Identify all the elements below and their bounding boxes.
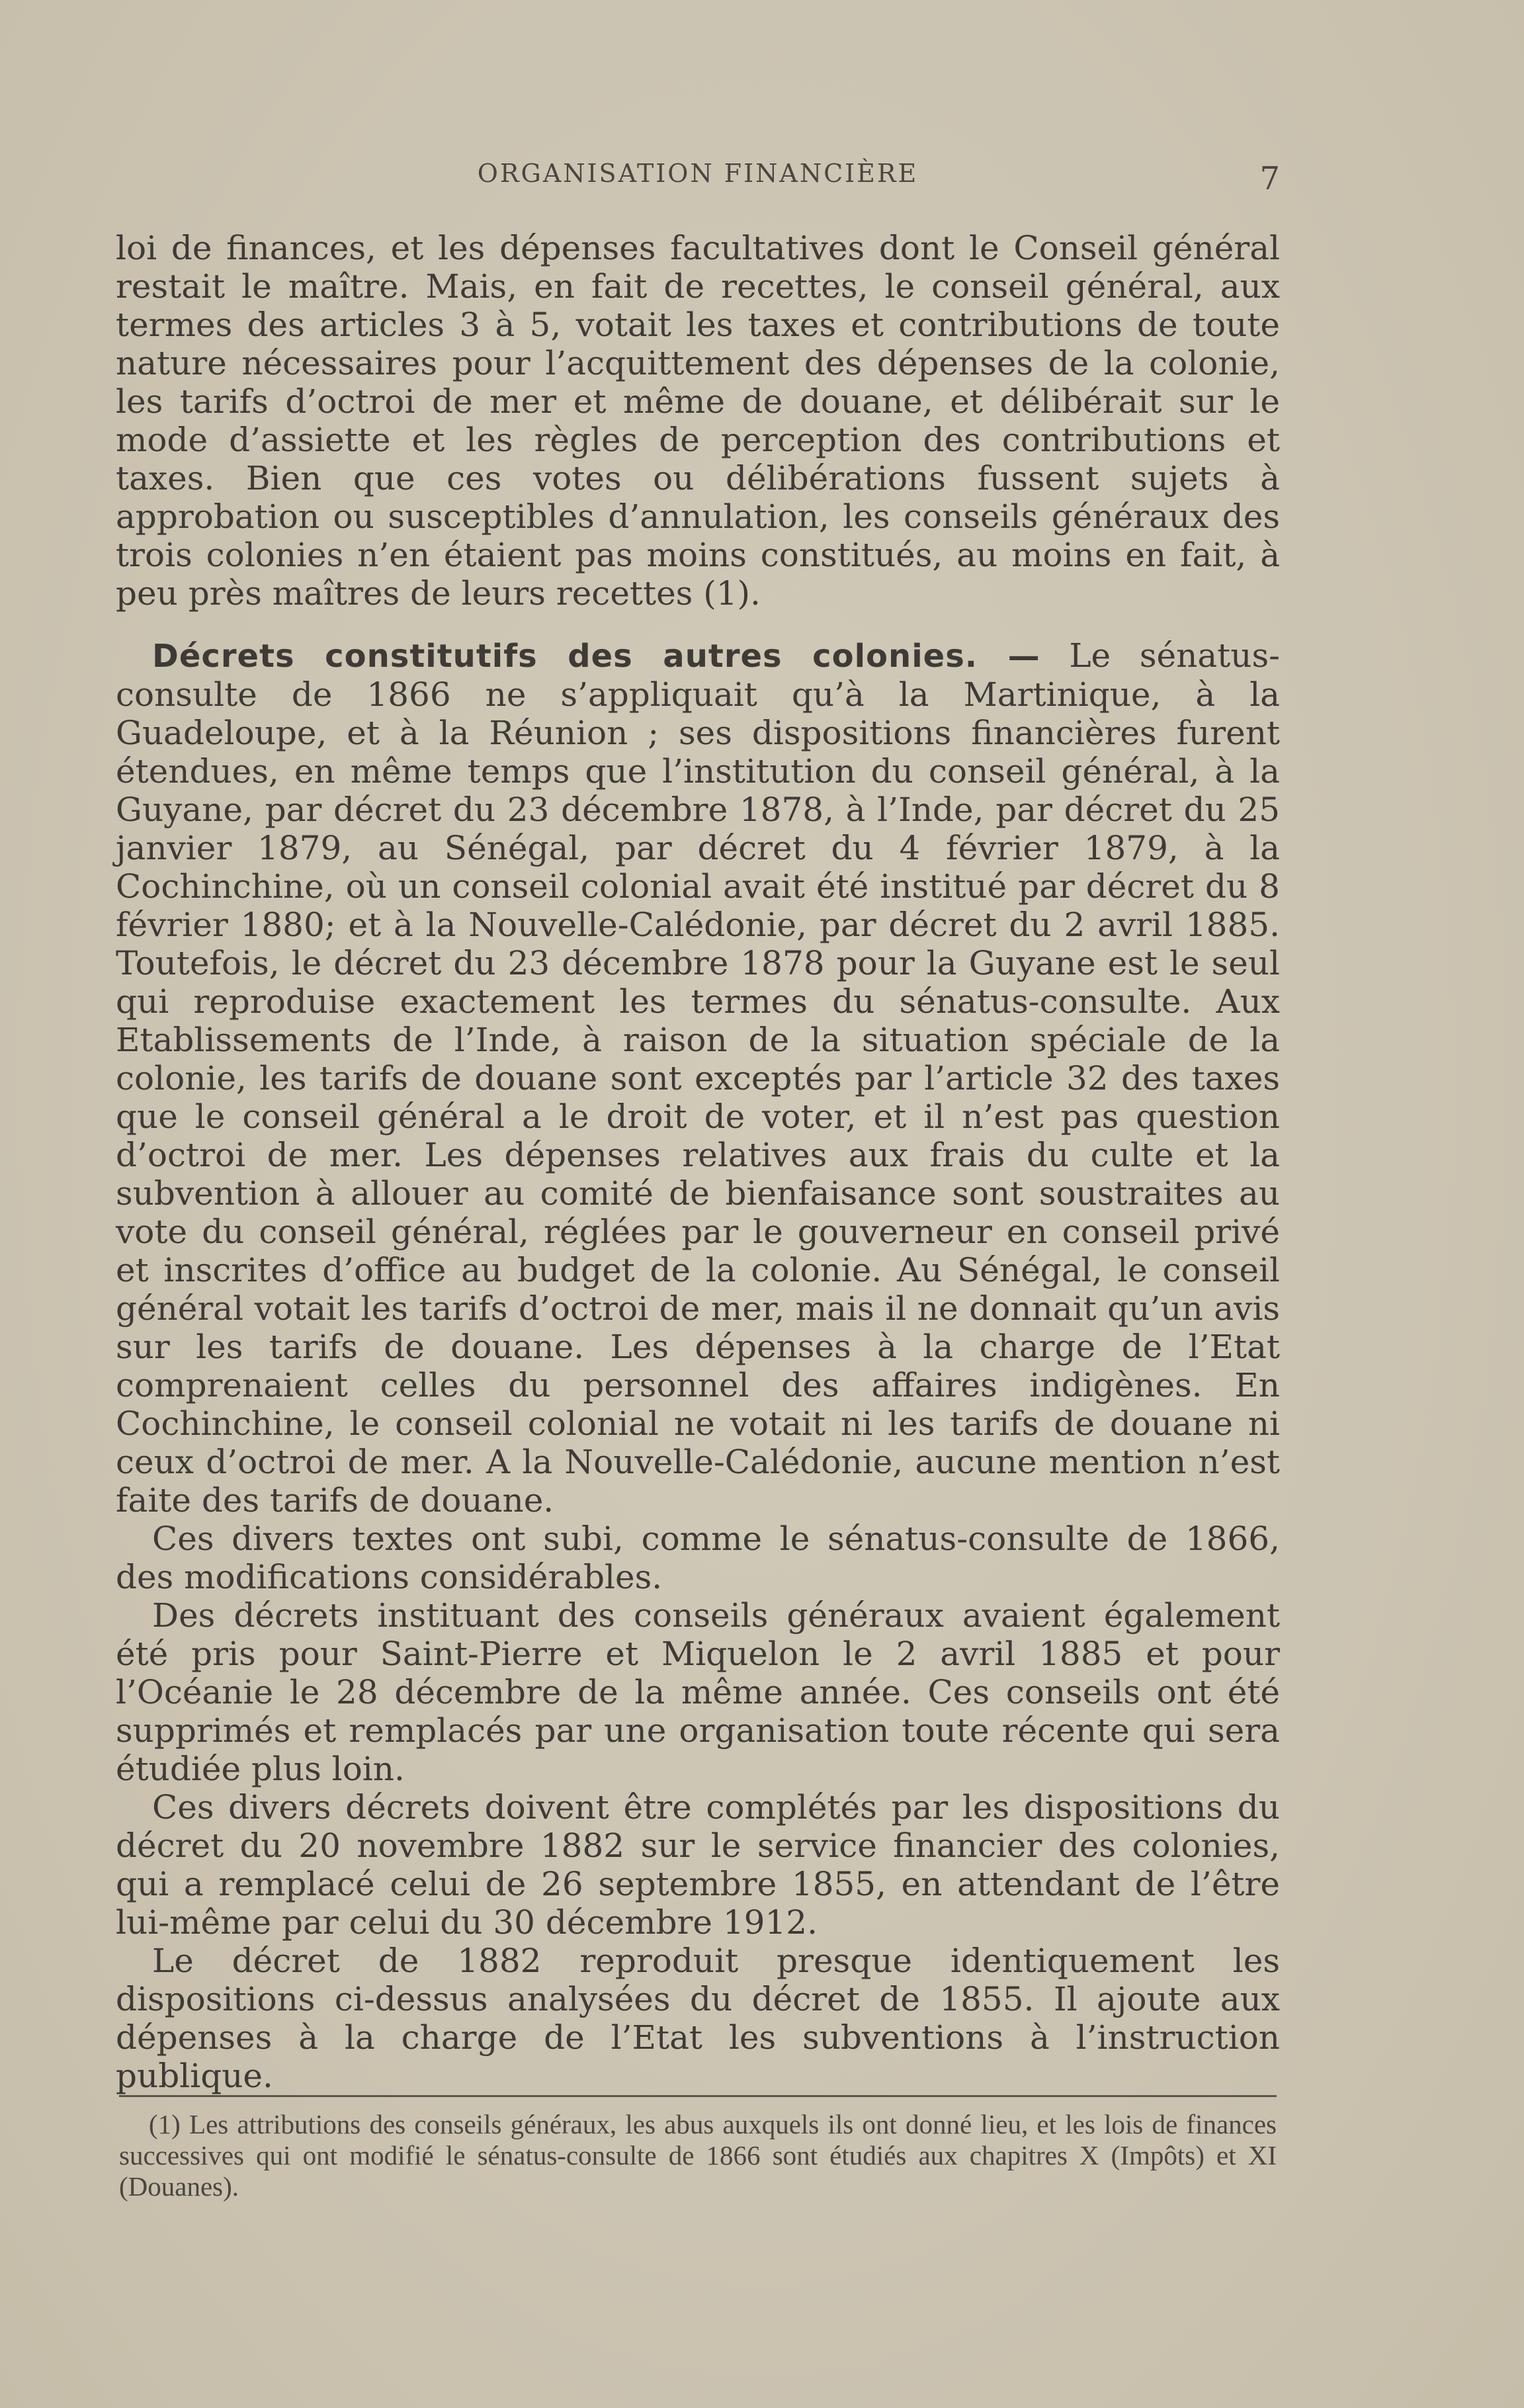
paragraph-decrets-text: Le sénatus-consulte de 1866 ne s’appliquait qu’à la Martinique, à la Guadeloupe, et à la Réunion ; ses dispositions financières furent étendues, en même temps que l’institution du conseil général, à la Guyane, par décret du 23 décembre 1878, à l’Inde, par décret du 25 janvier 1879, au Sénégal, par décret du 4 février 1879, à la Cochinchine, où un conseil colonial avait été institué par décret du 8 février 1880; et à la Nouvelle-Calédonie, par décret du 2 avril 1885. Toutefois, le décret du 23 décembre 1878 pour la Guyane est le seul qui reproduise exactement les termes du sénatus-consulte. Aux Etablissements de l’Inde, à raison de la situation spéciale de la colonie, les tarifs de douane sont exceptés par l’article 32 des taxes que le conseil général a le droit de voter, et il n’est pas question d’octroi de mer. Les dépenses relatives aux frais du culte et la subvention à allouer au comité de bienfaisance sont soustraites au vote du conseil général, réglées par le gouverneur en conseil privé et inscrites d’office au budget de la colonie. Au Sénégal, le conseil général votait les tarifs d’octroi de mer, mais il ne donnait qu’un avis sur les tarifs de douane. Les dépenses à la charge de l’Etat comprenaient celles du personnel des affaires indigènes. En Cochinchine, le conseil colonial ne votait ni les tarifs de douane ni ceux d’octroi de mer. A la Nouvelle-Calédonie, aucune mention n’est faite des tarifs de douane.: [116, 636, 1280, 1520]
footnote: (1) Les attributions des conseils généraux, les abus auxquels ils ont donné lieu, et les lois de finances successives qui ont modifié le sénatus-consulte de 1866 sont étudiés aux chapitres X (Impôts) et XI (Douanes).: [119, 2109, 1277, 2202]
paragraph: Des décrets instituant des conseils généraux avaient également été pris pour Saint-Pierre et Miquelon le 2 avril 1885 et pour l’Océanie le 28 décembre de la même année. Ces conseils ont été supprimés et remplacés par une organisation toute récente qui sera étudiée plus loin.: [116, 1596, 1280, 1788]
paragraph-continued: loi de finances, et les dépenses facultatives dont le Conseil général restait le maître. Mais, en fait de recettes, le conseil général, aux termes des articles 3 à 5, votait les taxes et contributions de toute nature nécessaires pour l’acquittement des dépenses de la colonie, les tarifs d’octroi de mer et même de douane, et délibérait sur le mode d’assiette et les règles de perception des contributions et taxes. Bien que ces votes ou délibérations fussent sujets à approbation ou susceptibles d’annulation, les conseils généraux des trois colonies n’en étaient pas moins constitués, au moins en fait, à peu près maîtres de leurs recettes (1).: [116, 229, 1280, 613]
paragraph: Le décret de 1882 reproduit presque identiquement les dispositions ci-dessus analysées du décret de 1855. Il ajoute aux dépenses à la charge de l’Etat les subventions à l’instruction publique.: [116, 1942, 1280, 2095]
paragraph: Ces divers textes ont subi, comme le sénatus-consulte de 1866, des modifications considérables.: [116, 1520, 1280, 1596]
body-text: [116, 229, 1280, 2095]
paragraph-decrets: [116, 636, 1280, 1520]
paragraph: Ces divers décrets doivent être complétés par les dispositions du décret du 20 novembre 1882 sur le service financier des colonies, qui a remplacé celui de 26 septembre 1855, en attendant de l’être lui-même par celui du 30 décembre 1912.: [116, 1788, 1280, 1942]
page-number: 7: [1259, 160, 1280, 197]
footnote-divider: [119, 2095, 1277, 2097]
page-header: [116, 159, 1280, 198]
running-title: ORGANISATION FINANCIÈRE: [477, 159, 919, 188]
section-heading: Décrets constitutifs des autres colonies. —: [152, 638, 1040, 675]
